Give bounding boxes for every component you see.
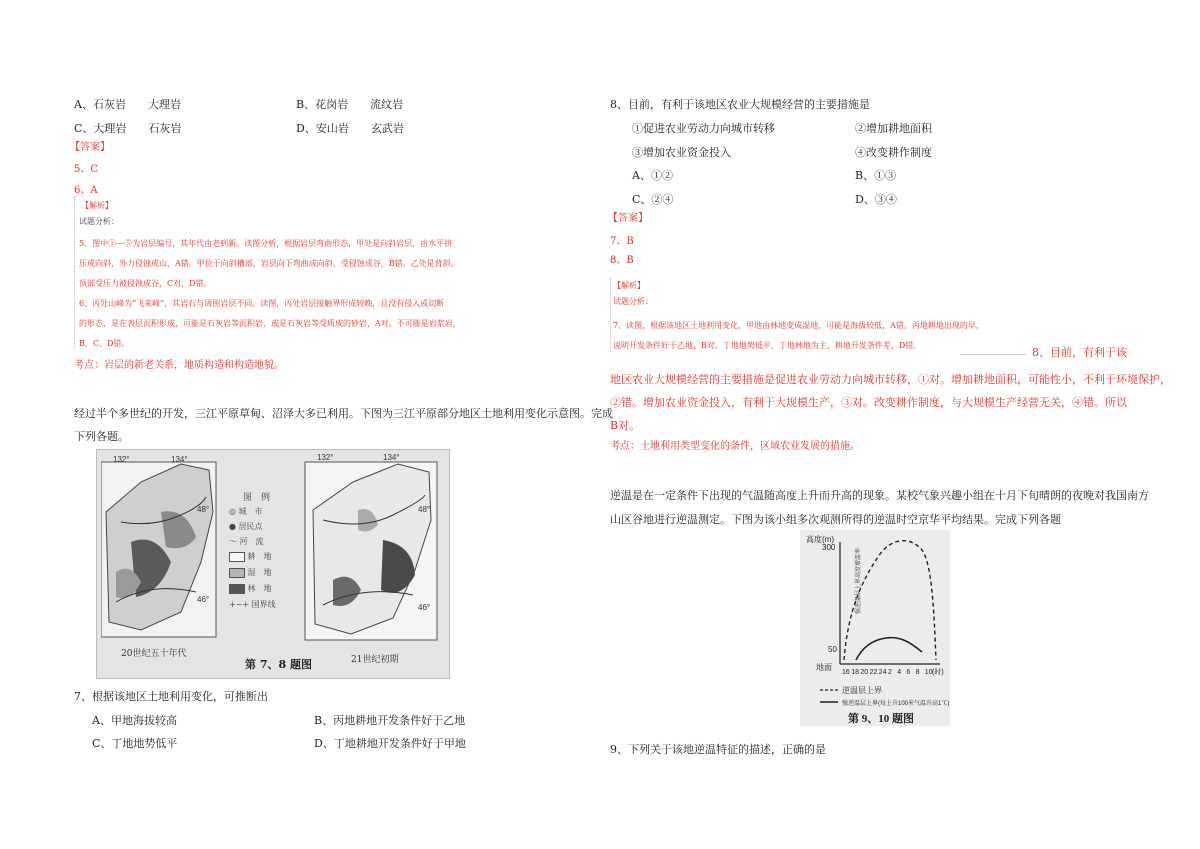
explanation-line: 的形态，是在表层沉积形成，可能是石灰岩等沉积岩，或是石灰岩等受质成的砂岩，A对。不可能是岩浆岩， <box>79 319 461 328</box>
legend-wetland: 湿 地 <box>229 567 272 578</box>
explanation-line: 说明开发条件好于乙地，B对。丁地地势低平，丁地林地为主，耕地开发条件差，D错。 <box>613 341 922 350</box>
map2-lon-132: 132° <box>317 453 334 462</box>
q8-option-c: C、②④ <box>632 193 674 206</box>
map2-lat-48: 48° <box>418 505 431 514</box>
q7-option-d: D、丁地耕地开发条件好于甲地 <box>314 737 466 750</box>
option-a: A、石灰岩 大理岩 <box>74 98 181 111</box>
explanation-line: 7、读图，根据该地区土地利用变化，甲地由林地变成湿地，可能是海拔较低，A错。丙地耕地出现的早， <box>613 321 984 330</box>
forest-icon <box>229 584 245 594</box>
kaodian: 考点：岩层的新老关系，地质构造和构造地貌。 <box>74 360 284 371</box>
chart-x-tick: 16 <box>842 669 850 676</box>
river-icon: 〜 <box>229 537 237 546</box>
chart-x-tick: 22 <box>869 669 878 676</box>
explanation-block <box>610 278 1041 352</box>
chart-x-tick: 2 <box>888 669 892 676</box>
option-b: B、花岗岩 流纹岩 <box>296 98 404 111</box>
land-use-map-figure <box>96 449 450 679</box>
explanation-line: B对。 <box>610 419 641 432</box>
chart-x-tick: 6 <box>906 669 911 676</box>
answer-5: 5、C <box>74 164 99 175</box>
question-9: 9、下列关于该地逆温特征的描述，正确的是 <box>610 743 826 756</box>
chart-x-tick: 4 <box>897 669 902 676</box>
map-1950s <box>101 452 221 642</box>
chart-y-tick-50: 50 <box>828 645 837 654</box>
chart-x-tick: 18 <box>851 669 859 676</box>
divider-line <box>960 354 1026 355</box>
explanation-line: 6、丙处山峰为“飞来峰”，其岩石与周围岩层不同。读图，丙处岩层接触界形成较晚，且没有侵入或切断 <box>79 299 445 308</box>
explanation-line: 8、目前，有利于该 <box>1032 346 1127 359</box>
legend-border: +−+ 国界线 <box>229 600 276 609</box>
option-c: C、大理岩 石灰岩 <box>74 122 182 135</box>
shiti-label: 试题分析： <box>79 217 119 226</box>
map1-caption: 20世纪五十年代 <box>121 649 187 659</box>
inversion-chart-figure <box>800 530 950 726</box>
q8-item-3: ③增加农业资金投入 <box>632 146 731 159</box>
wetland-icon <box>229 568 245 578</box>
map1-lat-48: 48° <box>197 505 210 514</box>
legend-title: 图 例 <box>243 493 271 503</box>
q8-item-4: ④改变耕作制度 <box>855 146 932 159</box>
explanation-line: B、C、D错。 <box>79 339 130 348</box>
map2-lon-134: 134° <box>383 453 400 462</box>
chart-x-tick: 10 <box>924 669 933 676</box>
map1-lat-46: 46° <box>197 595 210 604</box>
q7-option-b: B、丙地耕地开发条件好于乙地 <box>314 714 466 727</box>
q7-option-a: A、甲地海拔较高 <box>92 714 177 727</box>
chart-y-axis-label: 高度(m) <box>806 535 834 544</box>
explanation-line: 5、图中①—⑤为岩层编号，其年代由老到新。读图分析，根据岩层弯曲形态，甲处是向斜岩层，由水平挤 <box>79 239 453 248</box>
map-2000s <box>303 450 443 650</box>
explanation-block <box>74 196 505 348</box>
shiti-label: 试题分析： <box>613 297 653 306</box>
chart-x-unit: (时) <box>932 669 944 676</box>
figure-caption: 第 7、8 题图 <box>245 658 312 671</box>
map1-lon-132: 132° <box>113 455 130 464</box>
intro-line: 下列各题。 <box>74 430 129 443</box>
legend-city: ◎ 城 市 <box>229 507 263 516</box>
chart-x-tick: 20 <box>860 669 869 676</box>
question-7: 7、根据该地区土地利用变化，可推断出 <box>74 690 268 703</box>
question-8: 8、目前，有利于该地区农业大规模经营的主要措施是 <box>610 98 870 111</box>
intro-line: 经过半个多世纪的开发，三江平原草甸、沼泽大多已利用。下图为三江平原部分地区土地利用变化示意图。完成 <box>74 407 613 420</box>
q8-item-1: ①促进农业劳动力向城市转移 <box>632 122 775 135</box>
map2-caption: 21世纪初期 <box>351 655 399 665</box>
chart-x-ticks <box>842 667 944 676</box>
answer-label: 【答案】 <box>608 213 648 224</box>
map-legend <box>229 490 289 630</box>
option-d: D、安山岩 玄武岩 <box>296 122 404 135</box>
border-line-icon: +−+ <box>229 600 250 609</box>
legend-dashed-label: 逆温层上界 <box>842 686 882 695</box>
city-icon: ◎ <box>229 507 236 516</box>
explanation-line: 地区农业大规模经营的主要措施是促进农业劳动力向城市转移，①对。增加耕地面积，可能性小，不利于环境保护， <box>610 373 1171 386</box>
q8-option-d: D、③④ <box>855 193 897 206</box>
intro-line: 山区谷地进行逆温测定。下图为该小组多次观测所得的逆温时空京华平均结果。完成下列各题 <box>610 513 1061 526</box>
explanation-line: ②错。增加农业资金投入，有利于大规模生产，③对。改变耕作制度，与大规模生产经营无关，④错。所以 <box>610 396 1127 409</box>
answer-label: 【答案】 <box>70 142 110 153</box>
chart-x-tick: 8 <box>915 669 920 676</box>
chart-ground-label: 地面 <box>816 663 832 672</box>
jiexi-label: 【解析】 <box>613 281 645 290</box>
chart-figure-caption: 第 9、10 题图 <box>848 713 914 725</box>
chart-y-tick-300: 300 <box>822 543 836 552</box>
chart-x-tick: 24 <box>878 669 887 676</box>
answer-8: 8、B <box>610 255 634 266</box>
q8-option-a: A、①② <box>632 169 673 182</box>
settlement-icon: ● <box>229 522 236 531</box>
chart-vertical-label: 强逆温层上界高度增温率 <box>856 547 862 614</box>
legend-farmland: 耕 地 <box>229 551 272 562</box>
q8-item-2: ②增加耕地面积 <box>855 122 932 135</box>
q8-option-b: B、①③ <box>855 169 897 182</box>
jiexi-label: 【解析】 <box>81 201 113 210</box>
map2-lat-46: 46° <box>418 603 431 612</box>
explanation-line: 顶部受压力被侵蚀成谷，C对，D错。 <box>79 279 212 288</box>
inversion-chart <box>800 530 950 726</box>
legend-river: 〜 河 流 <box>229 537 264 546</box>
farmland-icon <box>229 552 245 562</box>
answer-7: 7、B <box>610 236 634 247</box>
answer-6: 6、A <box>74 185 98 196</box>
legend-settlement: ● 居民点 <box>229 522 263 531</box>
intro-line: 逆温是在一定条件下出现的气温随高度上升而升高的现象。某校气象兴趣小组在十月下旬晴朗的夜晚对我国南方 <box>610 489 1149 502</box>
legend-solid-label: 强逆温层上界(每上升100米气温升高1℃) <box>842 701 950 707</box>
map1-lon-134: 134° <box>171 455 188 464</box>
explanation-line: 压成向斜，外力侵蚀成山，A错。甲位于向斜槽部，岩层向下弯曲成向斜，受侵蚀成谷，B错。乙处是背斜， <box>79 259 459 268</box>
legend-forest: 林 地 <box>229 583 272 594</box>
q7-option-c: C、丁地地势低平 <box>92 737 178 750</box>
kaodian: 考点：土地利用类型变化的条件，区域农业发展的措施。 <box>610 441 860 452</box>
